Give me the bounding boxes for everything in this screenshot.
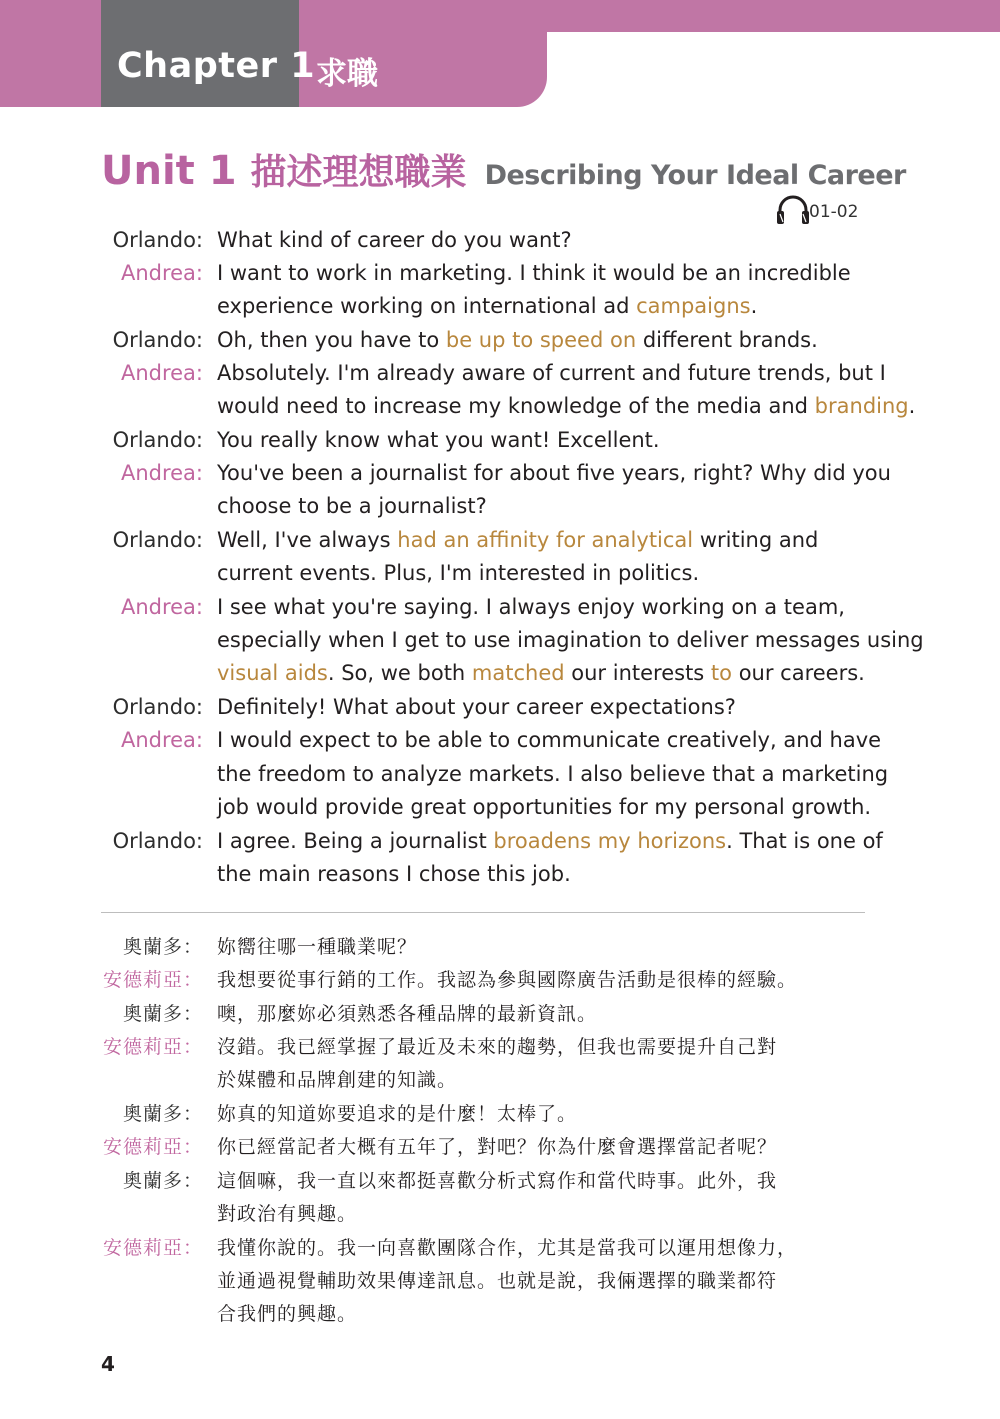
speaker-label: Orlando: [112,829,203,853]
dialogue-line [0,858,1000,891]
vocab-highlight: branding [814,394,909,418]
translation-line [0,1098,1000,1131]
line-text: the freedom to analyze markets. I also believe that a marketing [217,762,889,786]
translation-line [0,931,1000,964]
line-text [217,524,818,557]
text-segment: I agree. Being a journalist [217,829,494,853]
dialogue-line [0,490,1000,523]
text-segment: Oh, then you have to [217,328,446,352]
dialogue-line [0,791,1000,824]
line-text: 我想要從事行銷的工作。我認為參與國際廣告活動是很棒的經驗。 [217,969,798,991]
unit-title [101,144,906,195]
speaker-label: 安德莉亞： [102,969,203,991]
line-text: job would provide great opportunities for my personal growth. [217,795,872,819]
translation-line [0,1031,1000,1064]
speaker-label: Orlando: [112,328,203,352]
line-text [217,657,865,690]
text-segment: Well, I've always [217,528,398,552]
dialogue-line [0,591,1000,624]
dialogue-line [0,224,1000,257]
translation-line [0,964,1000,997]
dialogue-line [0,390,1000,423]
line-text: You've been a journalist for about five years, right? Why did you [217,461,891,485]
line-text: 合我們的興趣。 [217,1303,358,1325]
line-text: 並通過視覺輔助效果傳達訊息。也就是說，我倆選擇的職業都符 [217,1270,778,1292]
line-text [217,290,757,323]
speaker-label: Orlando: [112,228,203,252]
speaker-label: Andrea: [120,728,203,752]
speaker-label: 安德莉亞： [102,1036,203,1058]
section-divider [101,912,865,913]
text-segment: . [750,294,758,318]
line-text [217,390,915,423]
translation-line [0,1298,1000,1331]
line-text [217,324,818,357]
translation-line [0,1232,1000,1265]
speaker-label: 奧蘭多： [122,1103,203,1125]
track-number: 01-02 [809,202,859,222]
vocab-highlight: matched [471,661,565,685]
dialogue-line [0,357,1000,390]
dialogue-line [0,524,1000,557]
dialogue-line [0,557,1000,590]
dialogue-line [0,424,1000,457]
translation-line [0,1198,1000,1231]
speaker-label: 奧蘭多： [122,936,203,958]
speaker-label: 奧蘭多： [122,1003,203,1025]
vocab-highlight: be up to speed on [445,328,637,352]
line-text: 我懂你說的。我一向喜歡團隊合作，尤其是當我可以運用想像力， [217,1237,798,1259]
speaker-label: 安德莉亞： [102,1136,203,1158]
line-text: 妳嚮往哪一種職業呢？ [217,936,418,958]
line-text: Absolutely. I'm already aware of current and future trends, but I [217,361,886,385]
unit-label: Unit 1 [101,148,237,194]
line-text: 沒錯。我已經掌握了最近及未來的趨勢，但我也需要提升自己對 [217,1036,778,1058]
vocab-highlight: campaigns [636,294,751,318]
dialogue-line [0,825,1000,858]
text-segment: our interests [564,661,711,685]
line-text: What kind of career do you want? [217,228,572,252]
dialogue-line [0,624,1000,657]
line-text: I would expect to be able to communicate creatively, and have [217,728,882,752]
line-text: current events. Plus, I'm interested in politics. [217,561,700,585]
line-text: 對政治有興趣。 [217,1203,358,1225]
text-segment: experience working on international ad [217,294,637,318]
vocab-highlight: to [710,661,733,685]
line-text: 於媒體和品牌創建的知識。 [217,1069,458,1091]
line-text: You really know what you want! Excellent. [217,428,660,452]
translation-line [0,1165,1000,1198]
line-text: the main reasons I chose this job. [217,862,571,886]
speaker-label: Orlando: [112,695,203,719]
line-text: choose to be a journalist? [217,494,487,518]
line-text: I see what you're saying. I always enjoy working on a team, [217,595,845,619]
speaker-label: Orlando: [112,528,203,552]
dialogue-line [0,691,1000,724]
chapter-title: 求職 [316,56,378,92]
line-text: 噢，那麼妳必須熟悉各種品牌的最新資訊。 [217,1003,598,1025]
text-segment: . So, we both [327,661,472,685]
translation-line [0,1131,1000,1164]
text-segment: would need to increase my knowledge of the media and [217,394,815,418]
text-segment: writing and [693,528,819,552]
line-text [217,825,883,858]
text-segment: our careers. [732,661,865,685]
unit-title-zh: 描述理想職業 [250,152,467,193]
dialogue-line [0,724,1000,757]
speaker-label: 奧蘭多： [122,1170,203,1192]
vocab-highlight: broadens my horizons [493,829,727,853]
unit-title-en: Describing Your Ideal Career [484,160,906,191]
line-text: 你已經當記者大概有五年了，對吧？你為什麼會選擇當記者呢？ [217,1136,778,1158]
speaker-label: Orlando: [112,428,203,452]
line-text: 這個嘛，我一直以來都挺喜歡分析式寫作和當代時事。此外，我 [217,1170,778,1192]
dialogue-line [0,324,1000,357]
dialogue-line [0,657,1000,690]
speaker-label: Andrea: [120,595,203,619]
vocab-highlight: had an affinity for analytical [397,528,694,552]
speaker-label: Andrea: [120,361,203,385]
dialogue-line [0,457,1000,490]
translation-line [0,1064,1000,1097]
line-text: especially when I get to use imagination to deliver messages using [217,628,924,652]
dialogue-line [0,257,1000,290]
speaker-label: 安德莉亞： [102,1237,203,1259]
text-segment: . That is one of [726,829,883,853]
line-text: I want to work in marketing. I think it would be an incredible [217,261,851,285]
dialogue-line [0,758,1000,791]
translation-line [0,1265,1000,1298]
speaker-label: Andrea: [120,461,203,485]
translation-line [0,998,1000,1031]
text-segment: different brands. [636,328,818,352]
dialogue-line [0,290,1000,323]
vocab-highlight: visual aids [217,661,328,685]
speaker-label: Andrea: [120,261,203,285]
chapter-label: Chapter 1 [117,46,316,86]
line-text: 妳真的知道妳要追求的是什麼！太棒了。 [217,1103,578,1125]
text-segment: . [908,394,916,418]
page-number: 4 [101,1352,115,1376]
line-text: Definitely! What about your career expectations? [217,695,736,719]
